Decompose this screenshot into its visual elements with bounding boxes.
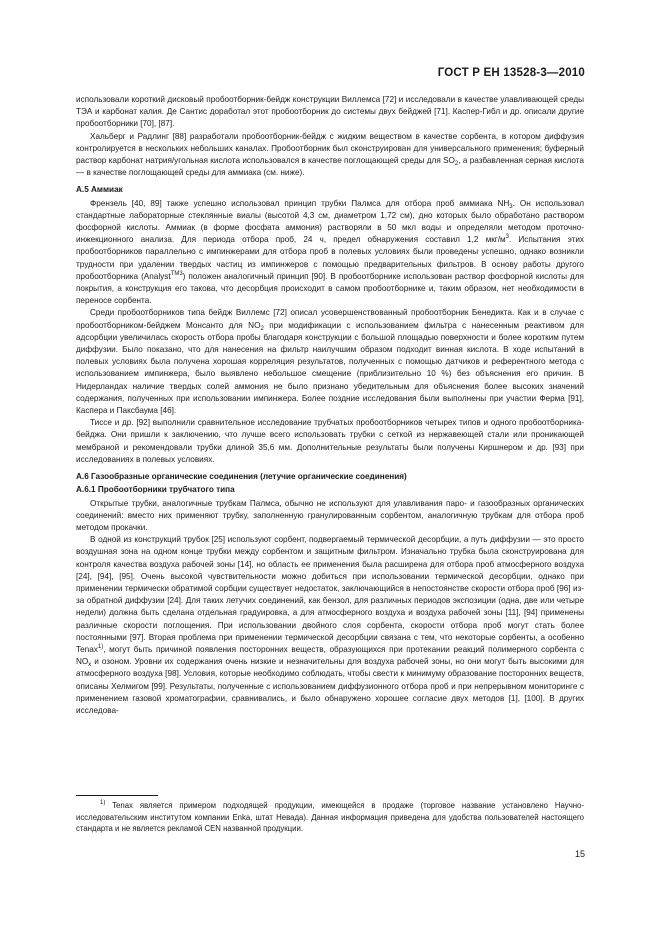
footnote-separator <box>76 795 158 796</box>
paragraph <box>76 198 584 308</box>
paragraph <box>76 131 584 180</box>
paragraph <box>76 498 584 535</box>
subscript: x <box>88 662 92 669</box>
paragraph-text: . Он использовал стандартные лабораторные стеклянные виалы (высотой 4,3 см, диаметром 1,72 см), дно которых было обработано раствором фосфорной кислоты. Аммиак (в форме фосфата аммония) растворяли в 50 мкл воды и определяли методом проточно-инжекционного анализа. Для периода отбора проб, 24 ч, предел обнаружения составил 1,2 мкг/м <box>76 198 584 245</box>
footnote <box>76 800 584 835</box>
page-number: 15 <box>574 849 585 859</box>
subscript: 2 <box>260 325 264 332</box>
paragraph-text: и озоном. Уровни их содержания очень низкие и незначительны для воздуха рабочей зоны, но они могут быть высокими для атмосферного воздуха [98]. Условия, которые необходимо соблюдать, чтобы свести к минимуму образование посторонних веществ, описаны Хелмигом [99]. Результаты, полученные с использованием диффузионного отбора проб и при непрерывном мониторинге с применением газовой хроматографии, сравнивались, и было обнаружено хорошее согласие двух методов [1], [100]. В других исследова- <box>76 657 584 715</box>
superscript: 3 <box>505 234 510 241</box>
section-heading-a5: А.5 Аммиак <box>76 185 123 195</box>
paragraph-text: Открытые трубки, аналогичные трубкам Палмса, обычно не используют для улавливания паро- и газообразных органических соединений: вместо них применяют трубку, заполненную гранулированным сорбентом, аналогичную трубкам для отбора проб методом прокачки. <box>76 498 584 532</box>
section-heading-a6: А.6 Газообразные органические соединения (летучие органические соединения) <box>76 472 407 482</box>
paragraph-text: Френзель [40, 89] также успешно использовал принцип трубки Палмса для отбора проб аммиака NH <box>90 198 510 208</box>
paragraph-text: Тиссе и др. [92] выполнили сравнительное исследование трубчатых пробоотборников четырех типов и одного пробоотборника-бейджа. Они пришли к заключению, что лучше всего использовать трубки с сеткой из нержавеющей стали или проникающей мембраной и рекомендовали трубки длиной 35,6 мм. Дополнительные результаты были получены Киршнером и др. [93] при исследованиях в полевых условиях. <box>76 418 584 464</box>
paragraph <box>76 307 584 417</box>
body-text <box>76 94 584 717</box>
paragraph-text: ) положен аналогичный принцип [90]. В пробоотборнике использован раствор фосфорной кислоты для покрытия, а конструкция его такова, что десорбция происходит в самом пробоотборнике и, таким образом, нет необходимости в переносе сорбента. <box>76 271 584 306</box>
footnote-ref: 1) <box>97 643 104 650</box>
section-heading-a61: А.6.1 Пробоотборники трубчатого типа <box>76 485 235 495</box>
paragraph-text: при модификации с использованием фильтра с нанесенным реактивом для адсорбции увеличилась скорость отбора пробы благодаря конструкции с большой площадью поверхности и более коротким путем диффузии. Было показано, что для нанесения на фильтр наилучшим образом подходит винная кислота. В ходе испытаний в полевых условиях была получена хорошая корреляция результатов, полученных с помощью датчиков и референтного метода с использованием импинжера, было выявлено небольшое смещение (приблизительно 10 %) без объяснения его причин. В Нидерландах наличие твердых солей аммония не было признано убедительным для объяснения более высоких значений содержания, полученных при использовании импинжера. Более поздние исследования были выполнены при участии Ферма [91], Каспера и Паксбаума [46]. <box>76 320 584 416</box>
paragraph-text: Хальберг и Радлинг [88] разработали пробоотборник-бейдж с жидким веществом в качестве сорбента, в котором диффузия контролируется в нескольких небольших каналах. Пробоотборник был сконструирован для универсального применения; буферный раствор карбонат натрия/угольная кислота использовался в качестве поглощающей среды для SO <box>76 131 584 166</box>
paragraph-text: . Испытания этих пробоотборников параллельно с импинжерами для отбора проб в полевых условиях были проведены успешно, однако возникли трудности при удалении твердых частиц из импинжеров с помощью предварительных фильтров. В основу работы другого пробоотборника (Analyst <box>76 235 584 281</box>
subscript: 2 <box>454 161 459 168</box>
footnote-mark: 1) <box>100 800 106 806</box>
paragraph-text: использовали короткий дисковый пробоотборник-бейдж конструкции Виллемса [72] и исследовали в качестве улавливающей среды ТЭА и карбонат калия. Де Сантис доработал этот пробоотборник до системы двух бейджей [71]. Каспер-Гибл и др. описали другие пробоотборники [70], [87]. <box>76 95 584 129</box>
superscript: TM3 <box>170 270 183 277</box>
paragraph-text: , могут быть причиной появления посторонних веществ, образующихся при протекании реакций полимерного сорбента с NO <box>76 644 584 667</box>
standard-header: ГОСТ Р ЕН 13528-3—2010 <box>437 67 585 79</box>
footnote-text: Tenax является примером подходящей продукции, имеющейся в продаже (торговое название установлено Научно-исследовательским институтом компании Enka, штат Невада). Данная информация приведена для удобства пользователей настоящего стандарта и не является рекламой CEN названной продукции. <box>76 801 584 833</box>
paragraph-text: В одной из конструкций трубок [25] используют сорбент, подвергаемый термической десорбции, а путь диффузии — это просто воздушная зона на одном конце трубки между сорбентом и защитным фильтром. Изначально трубка была сконструирована для контроля качества воздуха рабочей зоны [14], но область ее применения была расширена для отбора проб атмосферного воздуха [24], [94], [95]. Очень высокой чувствительности можно добиться при использовании термической десорбции, однако при применении термически обратимой сорбции существует недостаток, заключающийся в непостоянстве скорости отбора проб [96] из-за обратной диффузии [24]. Для таких летучих соединений, как бензол, для различных периодов экспозиции (одна, две или четыре недели) должна быть сделана отдельная градуировка, а для атмосферного воздуха и воздуха рабочей зоны [11], [94] применены различные скорости поглощения. При использовании двойного слоя сорбента, скорости отбора проб могут стать более постоянными [97]. Вторая проблема при применении термической десорбции связана с тем, что некоторые сорбенты, а особенно Tenax <box>76 535 584 654</box>
paragraph-text: Среди пробоотборников типа бейдж Виллемс [72] описал усовершенствованный пробоотборник Бенедикта. Как и в случае с пробоотборником-бейджем Монсанто для NO <box>76 308 584 330</box>
paragraph <box>76 417 584 466</box>
paragraph <box>76 94 584 131</box>
paragraph <box>76 534 584 717</box>
paragraph-text: , а разбавленная серная кислота — в качестве поглощающей среды для аммиака (см. ниже). <box>76 156 584 178</box>
subscript: 3 <box>509 203 513 210</box>
